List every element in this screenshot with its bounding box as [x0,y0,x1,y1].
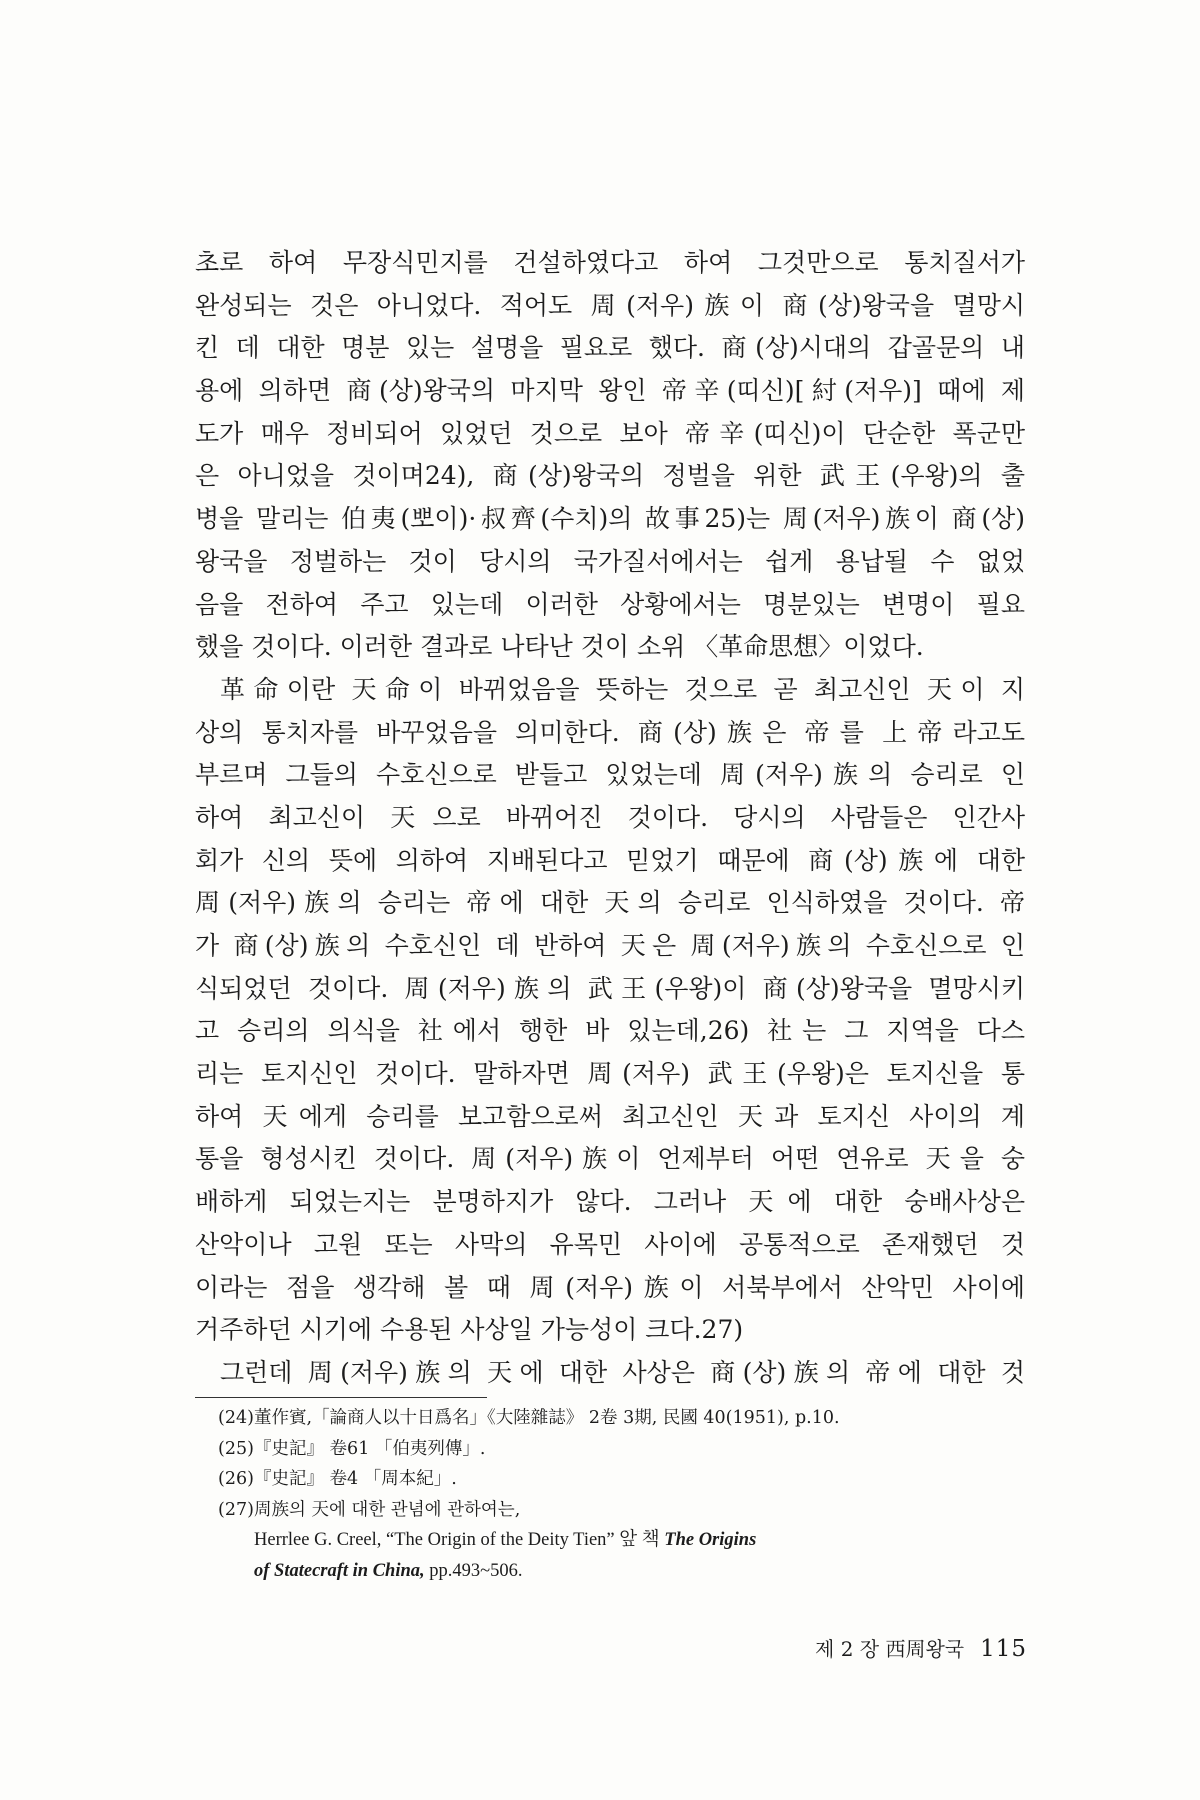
body-line: 부르며 그들의 수호신으로 받들고 있었는데 周(저우)族의 승리로 인 [195,760,1025,790]
body-line: 이라는 점을 생각해 볼 때 周(저우)族이 서북부에서 산악민 사이에 [195,1272,1025,1302]
body-line: 革命이란 天命이 바뀌었음을 뜻하는 것으로 곧 최고신인 天이 지 [220,674,1025,704]
body-text [195,242,1025,1395]
body-line: 초로 하여 무장식민지를 건설하였다고 하여 그것만으로 통치질서가 [195,248,1025,277]
footnote-25 [218,1434,1033,1465]
footnote-27-citation [218,1525,1033,1556]
body-line: 왕국을 정벌하는 것이 당시의 국가질서에서는 쉽게 용납될 수 없었 [195,546,1025,576]
footnote-text: 『史記』 卷61 「伯夷列傳」. [254,1438,486,1459]
body-line: 고 승리의 의식을 社에서 행한 바 있는데,26) 社는 그 지역을 다스 [195,1016,1025,1046]
footnote-number: (25) [218,1438,254,1459]
body-line: 통을 형성시킨 것이다. 周(저우)族이 언제부터 어떤 연유로 天을 숭 [195,1144,1025,1174]
footnote-text: 『史記』 卷4 「周本紀」. [254,1469,457,1489]
body-line: 은 아니었을 것이며24), 商(상)왕국의 정벌을 위한 武王(우왕)의 출 [195,461,1025,491]
body-line: 리는 토지신인 것이다. 말하자면 周(저우) 武王(우왕)은 토지신을 통 [195,1059,1025,1089]
body-line: 병을 말리는 伯夷(뽀이)·叔齊(수치)의 故事25)는 周(저우)族이 商(상) [195,504,1025,534]
body-line: 했을 것이다. 이러한 결과로 나타난 것이 소위 〈革命思想〉이었다. [195,632,924,662]
citation-author: Herrlee G. Creel, “The Origin of the Deity Tien” 앞 책 [254,1530,660,1550]
body-line: 가 商(상)族의 수호신인 데 반하여 天은 周(저우)族의 수호신으로 인 [195,931,1025,960]
body-line: 회가 신의 뜻에 의하여 지배된다고 믿었기 때문에 商(상)族에 대한 [195,845,1025,875]
body-line: 배하게 되었는지는 분명하지가 않다. 그러나 天에 대한 숭배사상은 [195,1187,1025,1217]
page-footer [722,1634,1027,1664]
footnote-divider [195,1397,487,1398]
footnotes [218,1403,1033,1586]
body-line: 도가 매우 정비되어 있었던 것으로 보아 帝辛(띠신)이 단순한 폭군만 [195,418,1025,448]
footnote-number: (26) [218,1469,254,1489]
body-line: 음을 전하여 주고 있는데 이러한 상황에서는 명분있는 변명이 필요 [195,589,1025,619]
footnote-number: (27) [218,1499,254,1520]
citation-pages: pp.493~506. [429,1560,523,1581]
body-line: 周(저우)族의 승리는 帝에 대한 天의 승리로 인식하였을 것이다. 帝 [195,888,1025,918]
citation-book-title-cont: of Statecraft in China, [254,1560,425,1581]
footnote-27-citation-cont [218,1556,1033,1587]
page-number: 115 [980,1636,1027,1662]
body-line: 상의 통치자를 바꾸었음을 의미한다. 商(상)族은 帝를 上帝라고도 [195,717,1025,747]
body-line: 용에 의하면 商(상)왕국의 마지막 왕인 帝辛(띠신)[紂(저우)] 때에 제 [195,376,1025,406]
body-line: 킨 데 대한 명분 있는 설명을 필요로 했다. 商(상)시대의 갑골문의 내 [195,333,1025,363]
chapter-title: 제 2 장 西周왕국 [815,1637,965,1661]
body-line: 거주하던 시기에 수용된 사상일 가능성이 크다.27) [195,1315,744,1345]
footnote-text: 周族의 天에 대한 관념에 관하여는, [254,1499,521,1520]
footnote-27 [218,1495,1033,1526]
body-line: 그런데 周(저우)族의 天에 대한 사상은 商(상)族의 帝에 대한 것 [220,1357,1025,1387]
footnote-24 [218,1403,1033,1434]
body-line: 완성되는 것은 아니었다. 적어도 周(저우)族이 商(상)왕국을 멸망시 [195,290,1025,320]
body-line: 식되었던 것이다. 周(저우)族의 武王(우왕)이 商(상)왕국을 멸망시키 [195,973,1025,1003]
footnote-26 [218,1464,1033,1495]
body-line: 하여 天에게 승리를 보고함으로써 최고신인 天과 토지신 사이의 계 [195,1101,1025,1131]
body-line: 하여 최고신이 天으로 바뀌어진 것이다. 당시의 사람들은 인간사 [195,802,1025,832]
body-line: 산악이나 고원 또는 사막의 유목민 사이에 공통적으로 존재했던 것 [195,1229,1025,1259]
footnote-text: 董作賓,「論商人以十日爲名」《大陸雜誌》 2卷 3期, 民國 40(1951), p.10. [254,1408,840,1428]
footnote-number: (24) [218,1408,254,1428]
citation-book-title: The Origins [664,1530,757,1550]
